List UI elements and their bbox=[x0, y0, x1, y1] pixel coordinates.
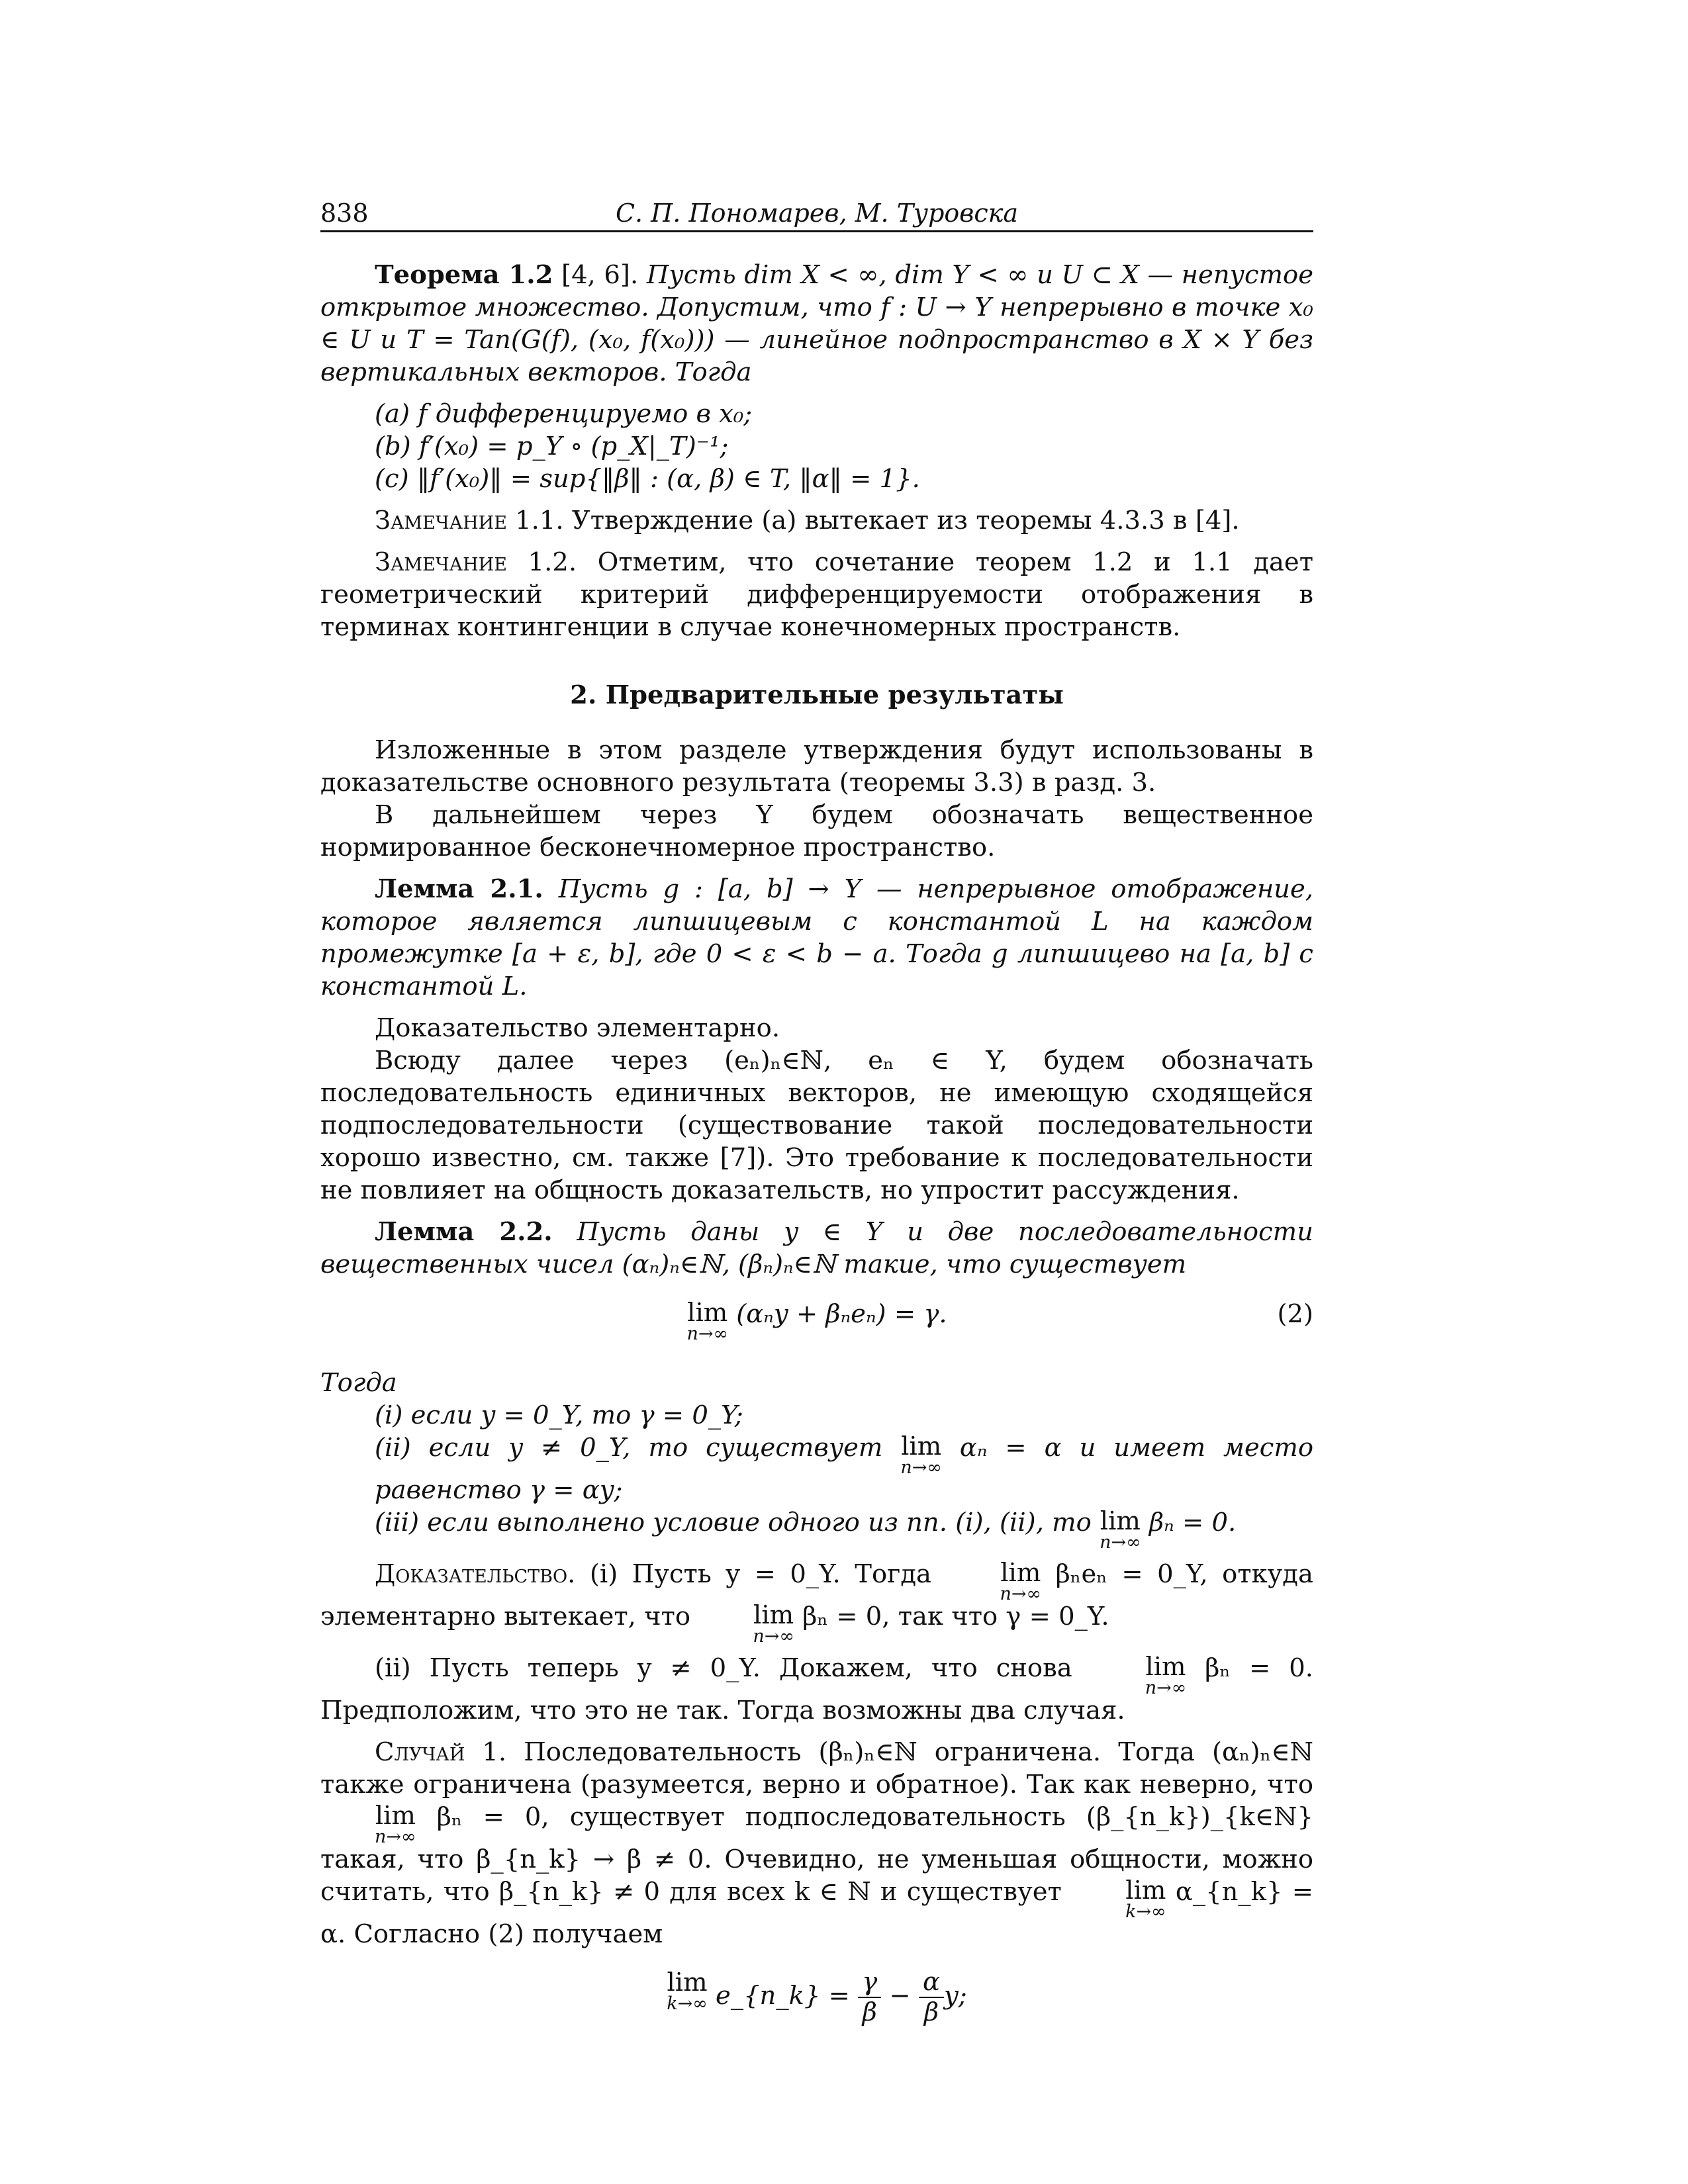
section-title: 2. Предварительные результаты bbox=[570, 680, 1064, 710]
page-number: 838 bbox=[320, 199, 369, 228]
lemma-label: Лемма 2.1. bbox=[375, 874, 543, 904]
proof-elementary: Доказательство элементарно. bbox=[375, 1013, 780, 1043]
lemma-item-i: (i) если y = 0_Y, то γ = 0_Y; bbox=[375, 1400, 743, 1430]
equation-number: (2) bbox=[1277, 1299, 1313, 1329]
lemma-2-1 bbox=[320, 873, 1313, 1003]
limit-operator: lim n→∞ bbox=[753, 1600, 794, 1647]
theorem-item-c: (c) ‖f′(x₀)‖ = sup{‖β‖ : (α, β) ∈ T, ‖α‖ = 1}. bbox=[375, 464, 920, 494]
limit-operator: lim n→∞ bbox=[686, 1298, 728, 1344]
lemma-label: Лемма 2.2. bbox=[375, 1217, 553, 1247]
theorem-label: Теорема 1.2 bbox=[375, 260, 553, 290]
equation-expression: (αₙy + βₙeₙ) = γ. bbox=[736, 1299, 947, 1329]
theorem-item-a: (a) f дифференцируемо в x₀; bbox=[375, 399, 753, 429]
fraction: $\frac{\gamma}{\beta}$ bbox=[858, 1968, 881, 2027]
remark-1-1 bbox=[320, 504, 1313, 537]
remark-label: Замечание 1.2. bbox=[375, 547, 577, 577]
proof-paragraph-1: Доказательство. (i) Пусть y = 0_Y. Тогда lim n→∞ βₙeₙ = 0_Y, откуда элементарно вытекает, что lim n→∞ βₙ = 0, так что γ = 0_Y. bbox=[320, 1558, 1313, 1647]
limit-operator: lim k→∞ bbox=[1125, 1876, 1166, 1922]
lemma-2-2 bbox=[320, 1216, 1313, 1281]
proof-paragraph-2: (ii) Пусть теперь y ≠ 0_Y. Докажем, что снова lim n→∞ βₙ = 0. Предположим, что это не так. Тогда возможны два случая. bbox=[320, 1652, 1313, 1725]
remark-1-2 bbox=[320, 546, 1313, 643]
lemma-statement: Пусть g : [a, b] → Y — непрерывное отображение, которое является липшицевым с константой L на каждом промежутке [a + ε, b], где 0 < ε < b − a. Тогда g липшицево на [a, b] с константой L. bbox=[320, 874, 1313, 1001]
lemma-statement: Пусть даны y ∈ Y и две последовательности вещественных чисел (αₙ)ₙ∈ℕ, (βₙ)ₙ∈ℕ такие, что существует bbox=[320, 1217, 1313, 1279]
sequence-paragraph: Всюду далее через (eₙ)ₙ∈ℕ, eₙ ∈ Y, будем обозначать последовательность единичных векторов, не имеющую сходящейся подпоследовательности (существование такой последовательности хорошо известно, см. также [7]). Это требование к последовательности не повлияет на общность доказательств, но упростит рассуждения. bbox=[320, 1046, 1313, 1205]
theorem-statement: Пусть dim X < ∞, dim Y < ∞ и U ⊂ X — непустое открытое множество. Допустим, что f : U → Y непрерывно в точке x₀ ∈ U и T = Tan(G(f), (x₀, f(x₀))) — линейное подпространство в X × Y без вертикальных векторов. Тогда bbox=[320, 260, 1313, 387]
lemma-item-ii: (ii) если y ≠ 0_Y, то существует lim n→∞ αₙ = α и имеет место равенство γ = αy; bbox=[375, 1432, 1313, 1505]
intro-paragraph: Изложенные в этом разделе утверждения будут использованы в доказательстве основного результата (теоремы 3.3) в разд. 3. bbox=[320, 735, 1313, 797]
intro-paragraph: В дальнейшем через Y будем обозначать вещественное нормированное бесконечномерное пространство. bbox=[320, 800, 1313, 862]
proof-label: Доказательство. bbox=[375, 1559, 576, 1589]
paper-page bbox=[320, 196, 1313, 2043]
remark-text: Утверждение (а) вытекает из теоремы 4.3.3 в [4]. bbox=[571, 506, 1240, 535]
page-body bbox=[320, 259, 1313, 2027]
case-1-paragraph: Случай 1. Последовательность (βₙ)ₙ∈ℕ ограничена. Тогда (αₙ)ₙ∈ℕ также ограничена (разумеется, верно и обратное). Так как неверно, что lim n→∞ βₙ = 0, существует подпоследовательность (β_{n_k})_{k∈ℕ} такая, что β_{n_k} → β ≠ 0. Очевидно, не уменьшая общности, можно считать, что β_{n_k} ≠ 0 для всех k ∈ ℕ и существует lim k→∞ α_{n_k} = α. Согласно (2) получаем bbox=[320, 1737, 1313, 1949]
limit-operator: lim k→∞ bbox=[667, 1968, 708, 2014]
limit-operator: lim n→∞ bbox=[375, 1801, 416, 1847]
limit-operator: lim n→∞ bbox=[1100, 1506, 1141, 1553]
limit-operator: lim n→∞ bbox=[900, 1432, 942, 1478]
remark-text: Отметим, что сочетание теорем 1.2 и 1.1 дает геометрический критерий дифференцируемости отображения в терминах контингенции в случае конечномерных пространств. bbox=[320, 547, 1313, 642]
lemma-item-iii: (iii) если выполнено условие одного из пп. (i), (ii), то lim n→∞ βₙ = 0. bbox=[375, 1506, 1237, 1553]
theorem-item-b: (b) f′(x₀) = p_Y ∘ (p_X|_T)⁻¹; bbox=[375, 432, 729, 461]
lemma-then: Тогда bbox=[320, 1368, 397, 1398]
fraction: $\frac{\alpha}{\beta}$ bbox=[919, 1968, 944, 2027]
running-title: С. П. Пономарев, М. Туровска bbox=[615, 199, 1019, 228]
theorem-1-2 bbox=[320, 259, 1313, 388]
final-equation: lim k→∞ e_{n_k} = $\frac{\gamma}{\beta}$ − $\frac{\alpha}{\beta}$ y; bbox=[667, 1967, 967, 2027]
limit-operator: lim n→∞ bbox=[1000, 1558, 1042, 1604]
case-label: Случай 1. bbox=[375, 1737, 507, 1767]
limit-operator: lim n→∞ bbox=[1145, 1652, 1187, 1698]
theorem-cite: [4, 6]. bbox=[561, 260, 639, 290]
equation-2 bbox=[320, 1298, 1313, 1351]
remark-label: Замечание 1.1. bbox=[375, 506, 564, 535]
page-header bbox=[320, 196, 1313, 232]
